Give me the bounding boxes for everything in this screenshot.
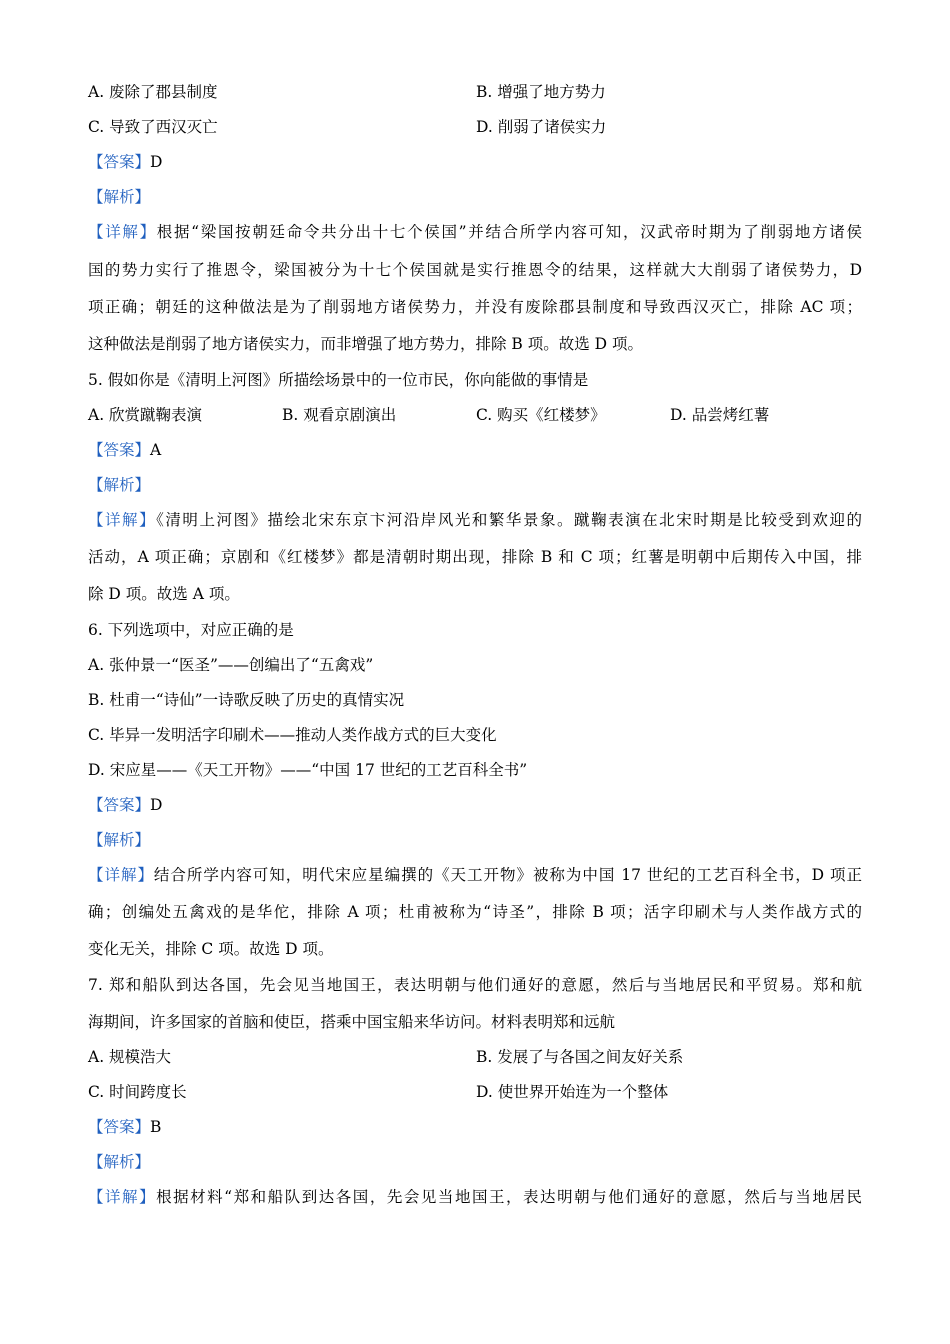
- q4-detail-line: 项正确；朝廷的这种做法是为了削弱地方诸侯势力，并没有废除郡县制度和导致西汉灭亡，排除 AC 项；: [88, 298, 862, 316]
- q5-answer: [88, 440, 161, 460]
- answer-tag: 【答案】: [88, 153, 151, 171]
- q7-answer: [88, 1117, 161, 1137]
- q6-option-a: A. 张仲景一“医圣”——创编出了“五禽戏”: [88, 656, 374, 674]
- q6-analysis-tag: 【解析】: [88, 831, 151, 849]
- q6-answer: [88, 795, 162, 815]
- q5-option-a: A. 欣赏蹴鞠表演: [88, 406, 203, 424]
- q5-detail-line: 活动，A 项正确；京剧和《红楼梦》都是清朝时期出现，排除 B 和 C 项；红薯是明朝中后期传入中国，排: [88, 548, 862, 566]
- q6-option-d: D. 宋应星——《天工开物》——“中国 17 世纪的工艺百科全书”: [88, 761, 528, 779]
- q5-analysis-tag: 【解析】: [88, 476, 151, 494]
- q5-option-d: D. 品尝烤红薯: [670, 406, 770, 424]
- q7-stem-line: 海期间，许多国家的首脑和使臣，搭乘中国宝船来华访问。材料表明郑和远航: [88, 1013, 616, 1031]
- q7-option-b: B. 发展了与各国之间友好关系: [476, 1048, 684, 1066]
- q4-option-b: B. 增强了地方势力: [476, 83, 606, 101]
- answer-tag: 【答案】: [88, 1118, 151, 1136]
- q6-detail-line: 【详解】结合所学内容可知，明代宋应星编撰的《天工开物》被称为中国 17 世纪的工艺百科全书，D 项正: [88, 866, 862, 884]
- answer-value: D: [150, 796, 163, 814]
- q4-detail-line: 国的势力实行了推恩令，梁国被分为十七个侯国就是实行推恩令的结果，这样就大大削弱了诸侯势力，D: [88, 261, 862, 279]
- q5-detail-line: 除 D 项。故选 A 项。: [88, 585, 240, 603]
- q6-option-b: B. 杜甫一“诗仙”一诗歌反映了历史的真情实况: [88, 691, 405, 709]
- answer-value: B: [150, 1118, 162, 1136]
- answer-tag: 【答案】: [88, 796, 151, 814]
- q5-stem: 5. 假如你是《清明上河图》所描绘场景中的一位市民，你向能做的事情是: [88, 371, 589, 389]
- q6-stem: 6. 下列选项中，对应正确的是: [88, 621, 294, 639]
- answer-value: D: [150, 153, 163, 171]
- q6-detail-line: 变化无关，排除 C 项。故选 D 项。: [88, 940, 334, 958]
- q7-option-c: C. 时间跨度长: [88, 1083, 187, 1101]
- q6-option-c: C. 毕异一发明活字印刷术——推动人类作战方式的巨大变化: [88, 726, 497, 744]
- q5-detail-line: 【详解】《清明上河图》描绘北宋东京卞河沿岸风光和繁华景象。蹴鞠表演在北宋时期是比较受到欢迎的: [88, 511, 862, 529]
- q6-detail-line: 确；创编处五禽戏的是华佗，排除 A 项；杜甫被称为“诗圣”，排除 B 项；活字印刷术与人类作战方式的: [88, 903, 862, 921]
- detail-tag: 【详解】: [88, 866, 154, 884]
- answer-value: A: [150, 441, 162, 459]
- detail-tag: 【详解】: [88, 223, 157, 241]
- q4-option-a: A. 废除了郡县制度: [88, 83, 218, 101]
- q7-stem-line: 7. 郑和船队到达各国，先会见当地国王，表达明朝与他们通好的意愿，然后与当地居民和平贸易。郑和航: [88, 976, 862, 994]
- q7-option-d: D. 使世界开始连为一个整体: [476, 1083, 669, 1101]
- q4-detail-line: 这种做法是削弱了地方诸侯实力，而非增强了地方势力，排除 B 项。故选 D 项。: [88, 335, 644, 353]
- q4-analysis-tag: 【解析】: [88, 188, 151, 206]
- answer-tag: 【答案】: [88, 441, 151, 459]
- q5-option-c: C. 购买《红楼梦》: [476, 406, 606, 424]
- q5-option-b: B. 观看京剧演出: [282, 406, 397, 424]
- detail-tag: 【详解】: [88, 1188, 157, 1206]
- q4-option-d: D. 削弱了诸侯实力: [476, 118, 607, 136]
- q4-option-c: C. 导致了西汉灭亡: [88, 118, 218, 136]
- q7-analysis-tag: 【解析】: [88, 1153, 151, 1171]
- q4-answer: [88, 152, 162, 172]
- q7-detail-line: 【详解】根据材料“郑和船队到达各国，先会见当地国王，表达明朝与他们通好的意愿，然后与当地居民: [88, 1188, 862, 1206]
- detail-tag: 【详解】: [88, 511, 157, 529]
- q7-option-a: A. 规模浩大: [88, 1048, 172, 1066]
- q4-detail-line: 【详解】根据“梁国按朝廷命令共分出十七个侯国”并结合所学内容可知，汉武帝时期为了削弱地方诸侯: [88, 223, 862, 241]
